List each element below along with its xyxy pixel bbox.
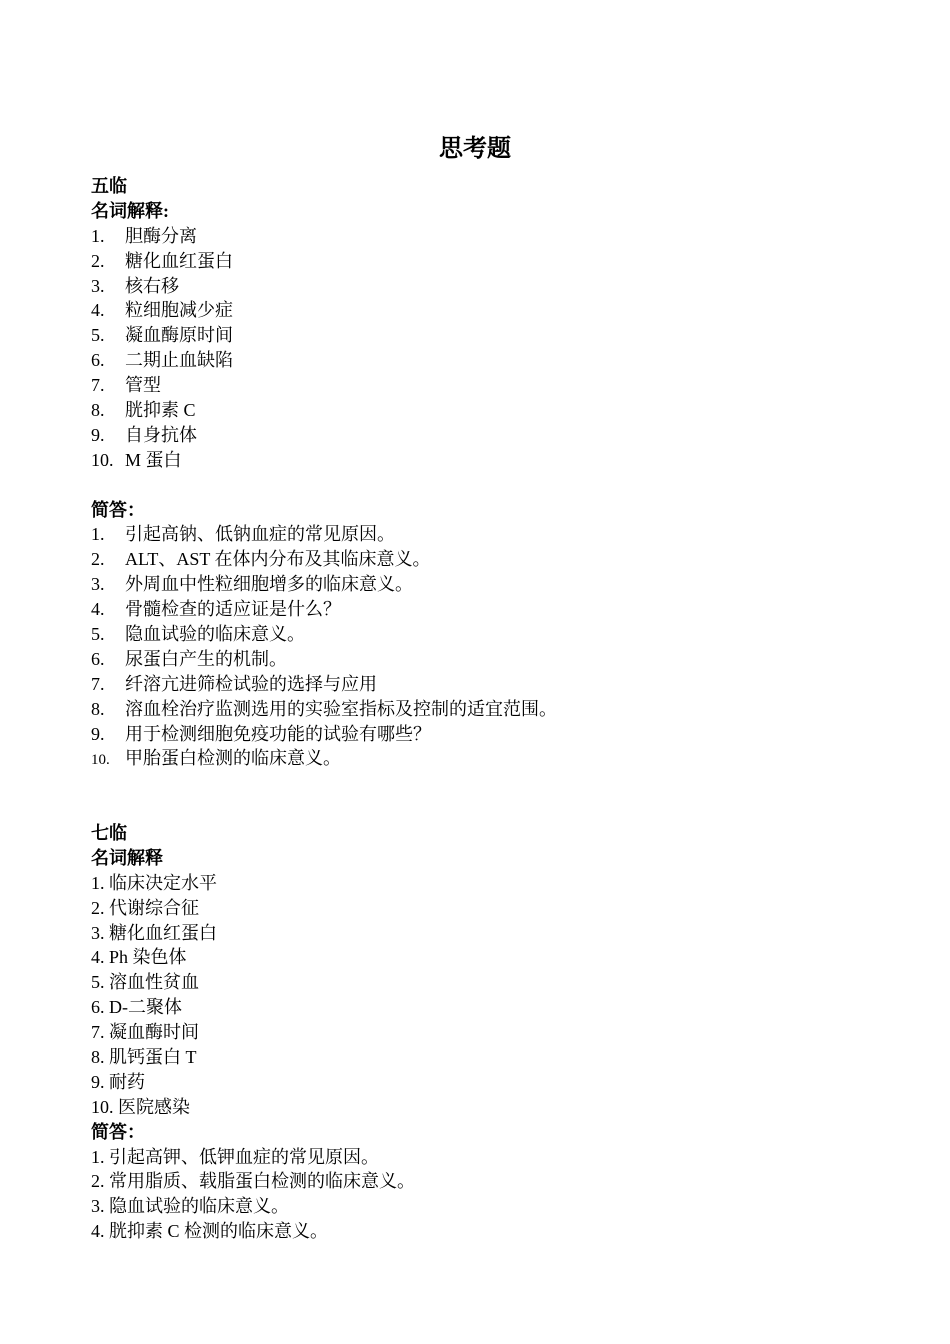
list-item [91, 672, 911, 697]
section-qilin [91, 821, 911, 1244]
item-number: 6. [91, 648, 105, 669]
item-number: 10. [91, 752, 110, 769]
list-item: 4. 胱抑素 C 检测的临床意义。 [91, 1221, 329, 1242]
item-text: M 蛋白 [125, 449, 182, 470]
list-item [91, 249, 911, 274]
list-item [91, 274, 911, 299]
item-number: 3. [91, 574, 105, 595]
list-item [91, 398, 911, 423]
item-text: 溶血栓治疗监测选用的实验室指标及控制的适宜范围。 [125, 698, 557, 719]
item-text: 凝血酶原时间 [125, 325, 233, 346]
terms-heading: 名词解释 [91, 847, 163, 868]
answers-heading: 简答： [91, 1121, 145, 1142]
list-item [91, 373, 911, 398]
list-item [91, 722, 911, 747]
list-item: 3. 糖化血红蛋白 [91, 922, 217, 943]
item-text: 骨髓检查的适应证是什么？ [125, 599, 341, 620]
item-text: 外周血中性粒细胞增多的临床意义。 [125, 574, 413, 595]
terms-list [91, 224, 911, 473]
list-item: 6. D-二聚体 [91, 997, 182, 1018]
item-number: 5. [91, 325, 105, 346]
list-item [91, 572, 911, 597]
item-text: 胆酶分离 [125, 225, 197, 246]
spacer [91, 473, 911, 498]
item-text: 用于检测细胞免疫功能的试验有哪些？ [125, 723, 431, 744]
item-number: 8. [91, 698, 105, 719]
item-number: 7. [91, 375, 105, 396]
list-item [91, 323, 911, 348]
answers-list [91, 1145, 911, 1245]
list-item: 4. Ph 染色体 [91, 947, 187, 968]
item-text: 管型 [125, 375, 161, 396]
terms-list [91, 871, 911, 1120]
list-item: 2. 代谢综合征 [91, 897, 199, 918]
item-number: 9. [91, 424, 105, 445]
item-text: 胱抑素 C [125, 400, 196, 421]
item-text: 隐血试验的临床意义。 [125, 624, 305, 645]
item-number: 2. [91, 250, 105, 271]
item-number: 1. [91, 524, 105, 545]
list-item [91, 298, 911, 323]
list-item [91, 697, 911, 722]
list-item [91, 647, 911, 672]
list-item: 8. 肌钙蛋白 T [91, 1047, 197, 1068]
answers-heading: 简答： [91, 499, 145, 520]
item-number: 6. [91, 350, 105, 371]
item-text: 核右移 [125, 275, 179, 296]
list-item [91, 423, 911, 448]
section-heading: 七临 [91, 823, 127, 843]
list-item: 9. 耐药 [91, 1071, 145, 1092]
list-item: 10. 医院感染 [91, 1096, 190, 1117]
item-text: 粒细胞减少症 [125, 300, 233, 321]
list-item [91, 622, 911, 647]
list-item [91, 522, 911, 547]
item-text: 糖化血红蛋白 [125, 250, 233, 271]
list-item: 1. 临床决定水平 [91, 872, 217, 893]
list-item [91, 746, 911, 771]
item-number: 10. [91, 449, 114, 470]
list-item [91, 348, 911, 373]
item-number: 4. [91, 599, 105, 620]
item-number: 9. [91, 723, 105, 744]
item-text: 自身抗体 [125, 424, 197, 445]
item-number: 4. [91, 300, 105, 321]
page-title: 思考题 [439, 136, 511, 162]
terms-heading: 名词解释: [91, 200, 169, 221]
item-number: 2. [91, 549, 105, 570]
list-item: 7. 凝血酶时间 [91, 1022, 199, 1043]
item-text: 尿蛋白产生的机制。 [125, 648, 287, 669]
answers-list [91, 522, 911, 771]
list-item: 3. 隐血试验的临床意义。 [91, 1196, 289, 1217]
section-heading: 五临 [91, 176, 127, 196]
section-wulin [91, 174, 911, 771]
item-text: ALT、AST 在体内分布及其临床意义。 [125, 549, 431, 570]
item-number: 5. [91, 624, 105, 645]
item-text: 纤溶亢进筛检试验的选择与应用 [125, 673, 377, 694]
item-number: 3. [91, 275, 105, 296]
item-text: 甲胎蛋白检测的临床意义。 [125, 748, 341, 769]
list-item: 2. 常用脂质、载脂蛋白检测的临床意义。 [91, 1171, 415, 1192]
item-number: 7. [91, 673, 105, 694]
list-item [91, 597, 911, 622]
list-item: 5. 溶血性贫血 [91, 972, 199, 993]
list-item [91, 547, 911, 572]
list-item [91, 224, 911, 249]
item-text: 二期止血缺陷 [125, 350, 233, 371]
list-item: 1. 引起高钾、低钾血症的常见原因。 [91, 1146, 379, 1167]
item-text: 引起高钠、低钠血症的常见原因。 [125, 524, 395, 545]
item-number: 1. [91, 225, 105, 246]
item-number: 8. [91, 400, 105, 421]
list-item [91, 448, 911, 473]
